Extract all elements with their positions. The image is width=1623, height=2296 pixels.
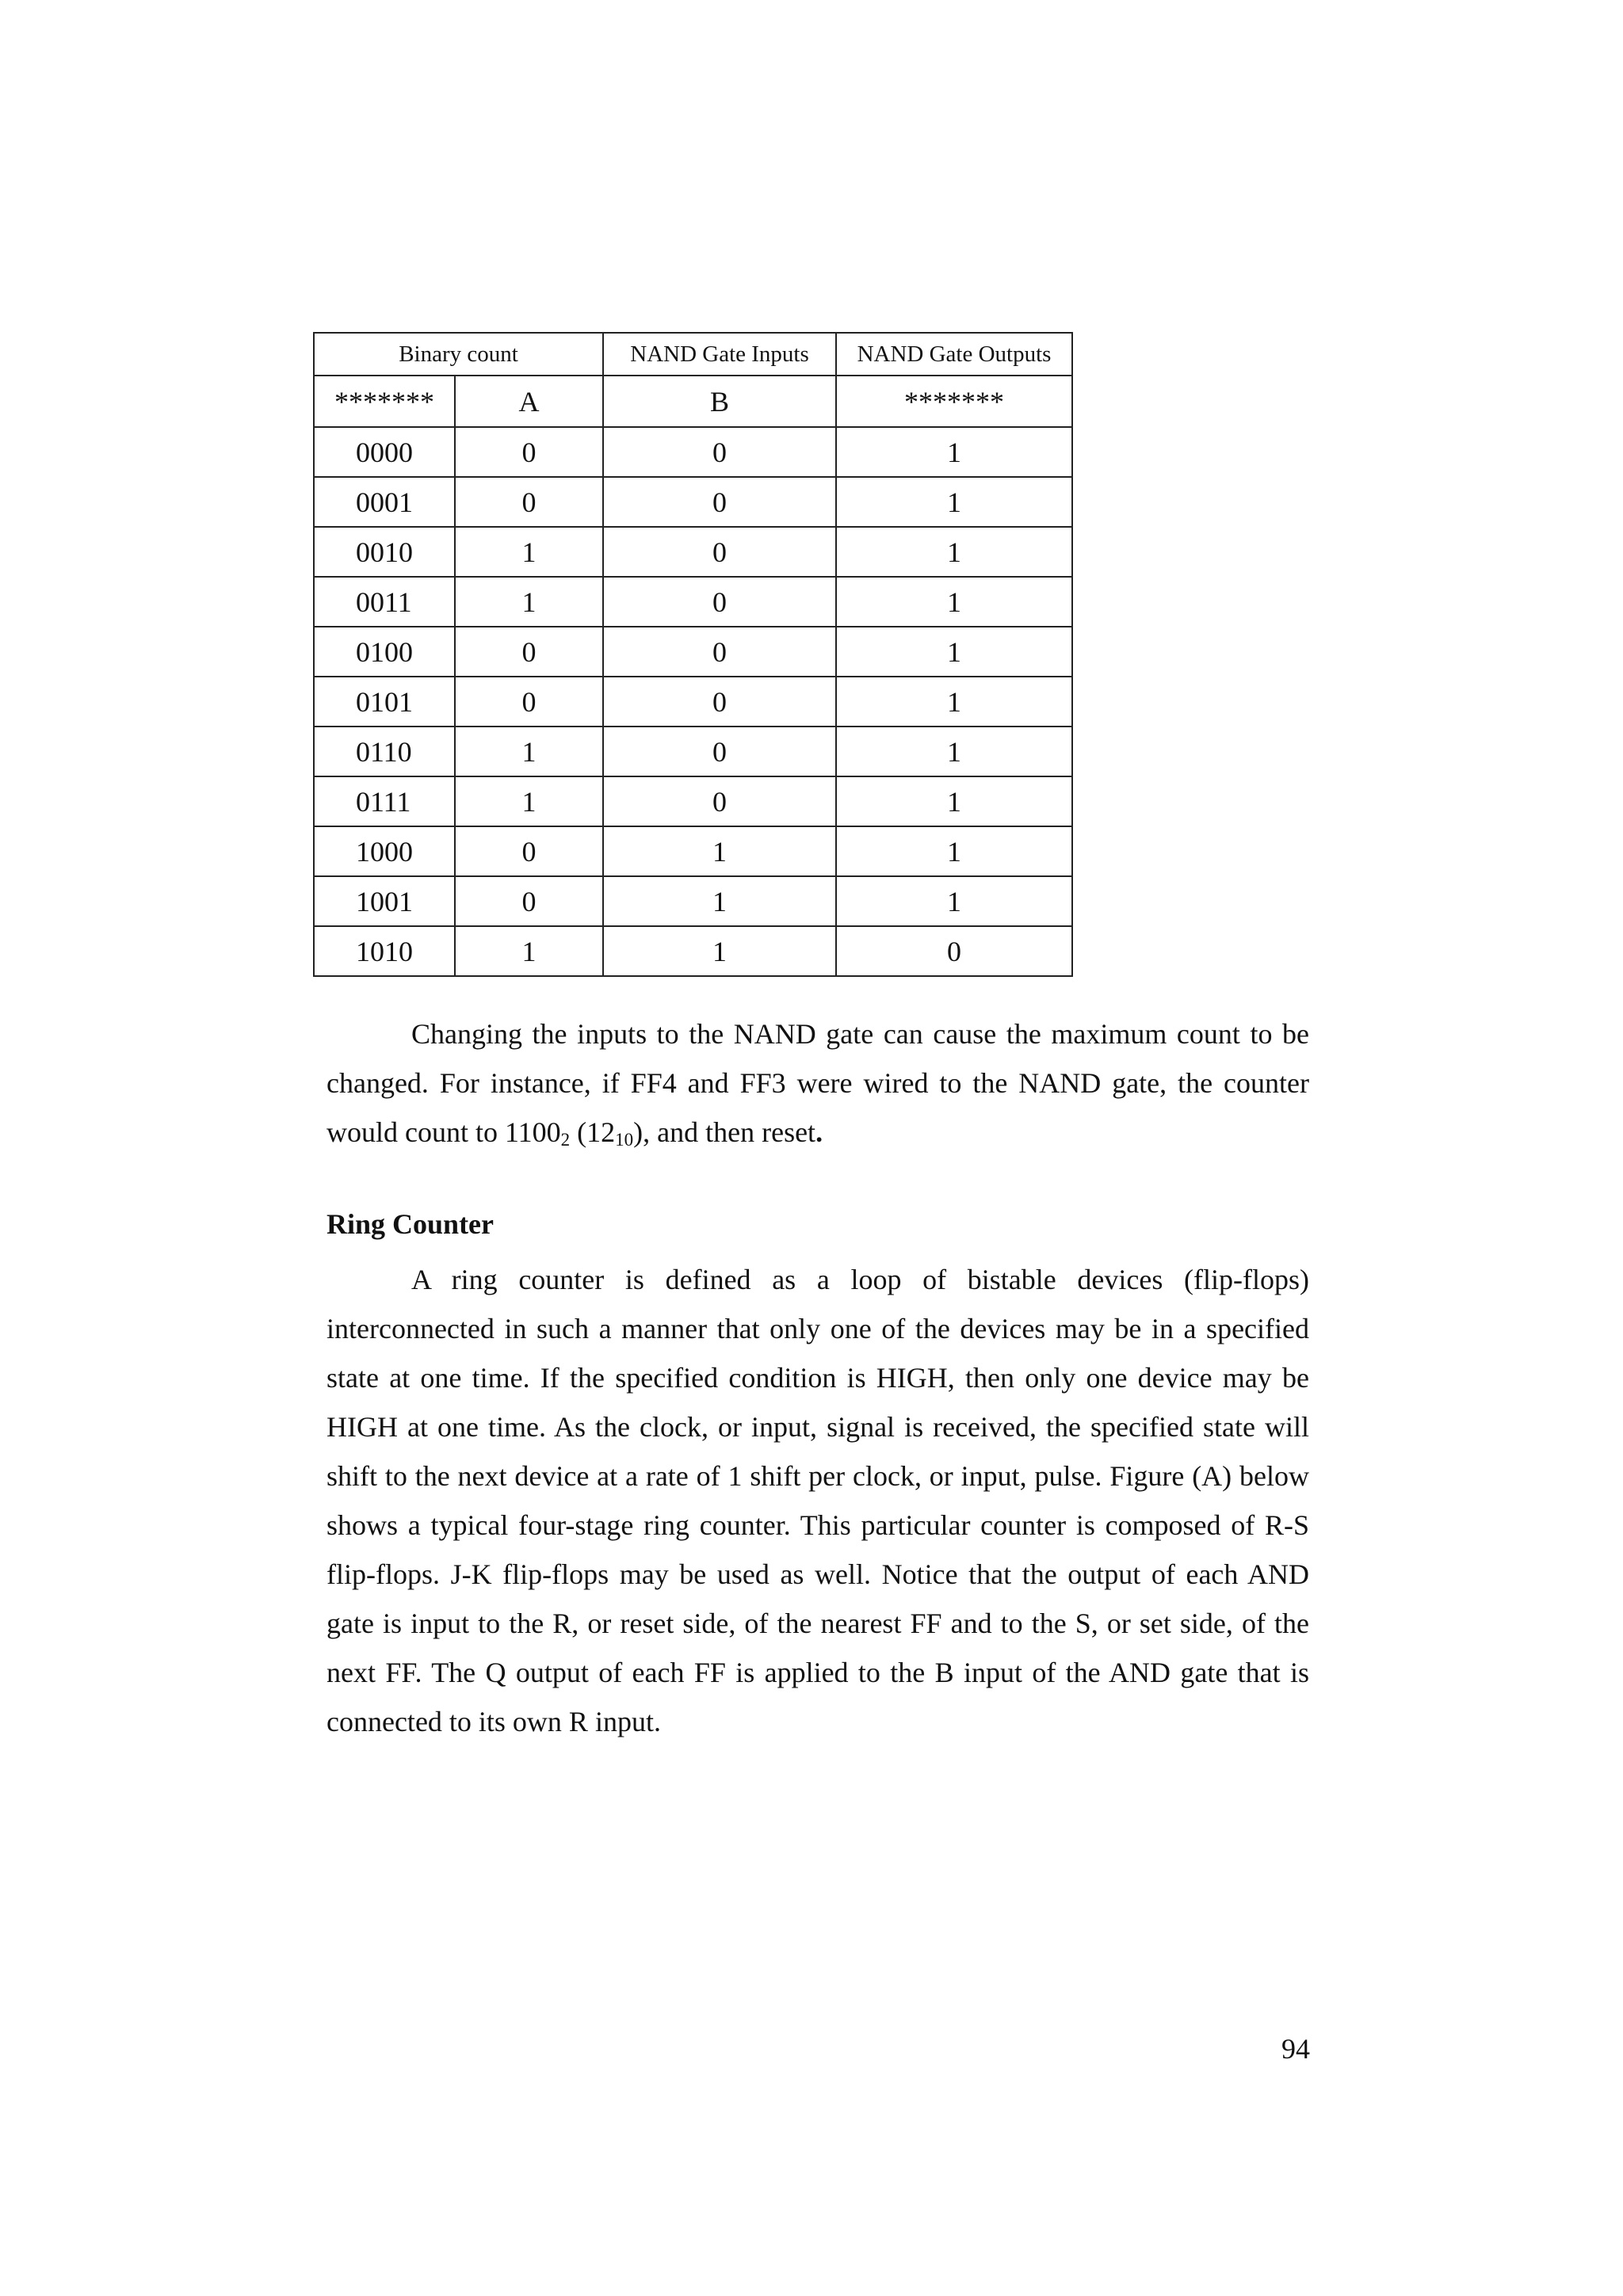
paragraph-ring-counter: A ring counter is defined as a loop of bistable devices (flip-flops) interconnected in such a manner that only one of the devices may be in a specified state at one time. If the specified condition is HIGH, then only one device may be HIGH at one time. As the clock, or input, signal is received, the specified state will shift to the next device at a rate of 1 shift per clock, or input, pulse. Figure (A) below shows a typical four-stage ring counter. This particular counter is composed of R-S flip-flops. J-K flip-flops may be used as well. Notice that the output of each AND gate is input to the R, or reset side, of the nearest FF and to the S, or set side, of the next FF. The Q output of each FF is applied to the B input of the AND gate that is connected to its own R input. [327,1264,1309,1737]
truth-table [313,332,1073,977]
binary-count-cell: 0001 [314,477,455,527]
truth-table-body [314,333,1072,976]
input-b-cell: 1 [603,926,836,976]
input-b-cell: 1 [603,876,836,926]
binary-count-cell: 0011 [314,577,455,627]
input-b-cell: 1 [603,826,836,876]
input-b-cell: 0 [603,727,836,776]
binary-count-cell: 0110 [314,727,455,776]
input-b-cell: 0 [603,427,836,477]
table-row [314,527,1072,577]
binary-count-cell: 0111 [314,776,455,826]
input-a-cell: 1 [455,776,603,826]
subheader-stars-right: ******* [836,376,1072,427]
table-row [314,727,1072,776]
input-a-cell: 0 [455,826,603,876]
output-cell: 1 [836,627,1072,677]
input-b-cell: 0 [603,577,836,627]
binary-count-cell: 0000 [314,427,455,477]
output-cell: 1 [836,427,1072,477]
input-a-cell: 0 [455,477,603,527]
section-heading: Ring Counter [327,1208,495,1240]
output-cell: 1 [836,727,1072,776]
table-header-row [314,333,1072,376]
table-row [314,427,1072,477]
binary-count-cell: 0010 [314,527,455,577]
header-binary-count: Binary count [314,333,603,376]
input-a-cell: 0 [455,427,603,477]
output-cell: 1 [836,826,1072,876]
output-cell: 0 [836,926,1072,976]
paragraph-text-a: Changing the inputs to the NAND gate can cause the maximum count to be changed. For instance, if FF4 and FF3 were wired to the NAND gate, the counter would count to 1100 [327,1018,1309,1148]
page-number: 94 [1281,2033,1310,2065]
header-nand-outputs: NAND Gate Outputs [836,333,1072,376]
output-cell: 1 [836,477,1072,527]
binary-count-cell: 0100 [314,627,455,677]
table-row [314,677,1072,727]
input-b-cell: 0 [603,677,836,727]
subscript-base-10: 10 [615,1130,634,1150]
header-nand-inputs: NAND Gate Inputs [603,333,836,376]
subscript-base-2: 2 [560,1130,571,1150]
input-b-cell: 0 [603,477,836,527]
input-a-cell: 0 [455,876,603,926]
output-cell: 1 [836,577,1072,627]
paragraph-text-b: (12 [570,1116,616,1148]
paragraph-text-c: ), and then reset [633,1116,816,1148]
input-b-cell: 0 [603,776,836,826]
input-a-cell: 1 [455,577,603,627]
table-row [314,876,1072,926]
output-cell: 1 [836,677,1072,727]
table-row [314,577,1072,627]
input-a-cell: 1 [455,527,603,577]
binary-count-cell: 1000 [314,826,455,876]
paragraph-end-mark: . [815,1116,823,1148]
output-cell: 1 [836,527,1072,577]
input-a-cell: 0 [455,627,603,677]
output-cell: 1 [836,876,1072,926]
binary-count-cell: 1001 [314,876,455,926]
table-row [314,477,1072,527]
table-row [314,926,1072,976]
table-row [314,627,1072,677]
table-row [314,776,1072,826]
table-subheader-row [314,376,1072,427]
paragraph-max-count [327,1009,1309,1157]
binary-count-cell: 1010 [314,926,455,976]
input-a-cell: 1 [455,926,603,976]
table-row [314,826,1072,876]
input-b-cell: 0 [603,527,836,577]
subheader-stars-left: ******* [314,376,455,427]
subheader-b: B [603,376,836,427]
subheader-a: A [455,376,603,427]
binary-count-cell: 0101 [314,677,455,727]
input-a-cell: 0 [455,677,603,727]
input-b-cell: 0 [603,627,836,677]
input-a-cell: 1 [455,727,603,776]
output-cell: 1 [836,776,1072,826]
